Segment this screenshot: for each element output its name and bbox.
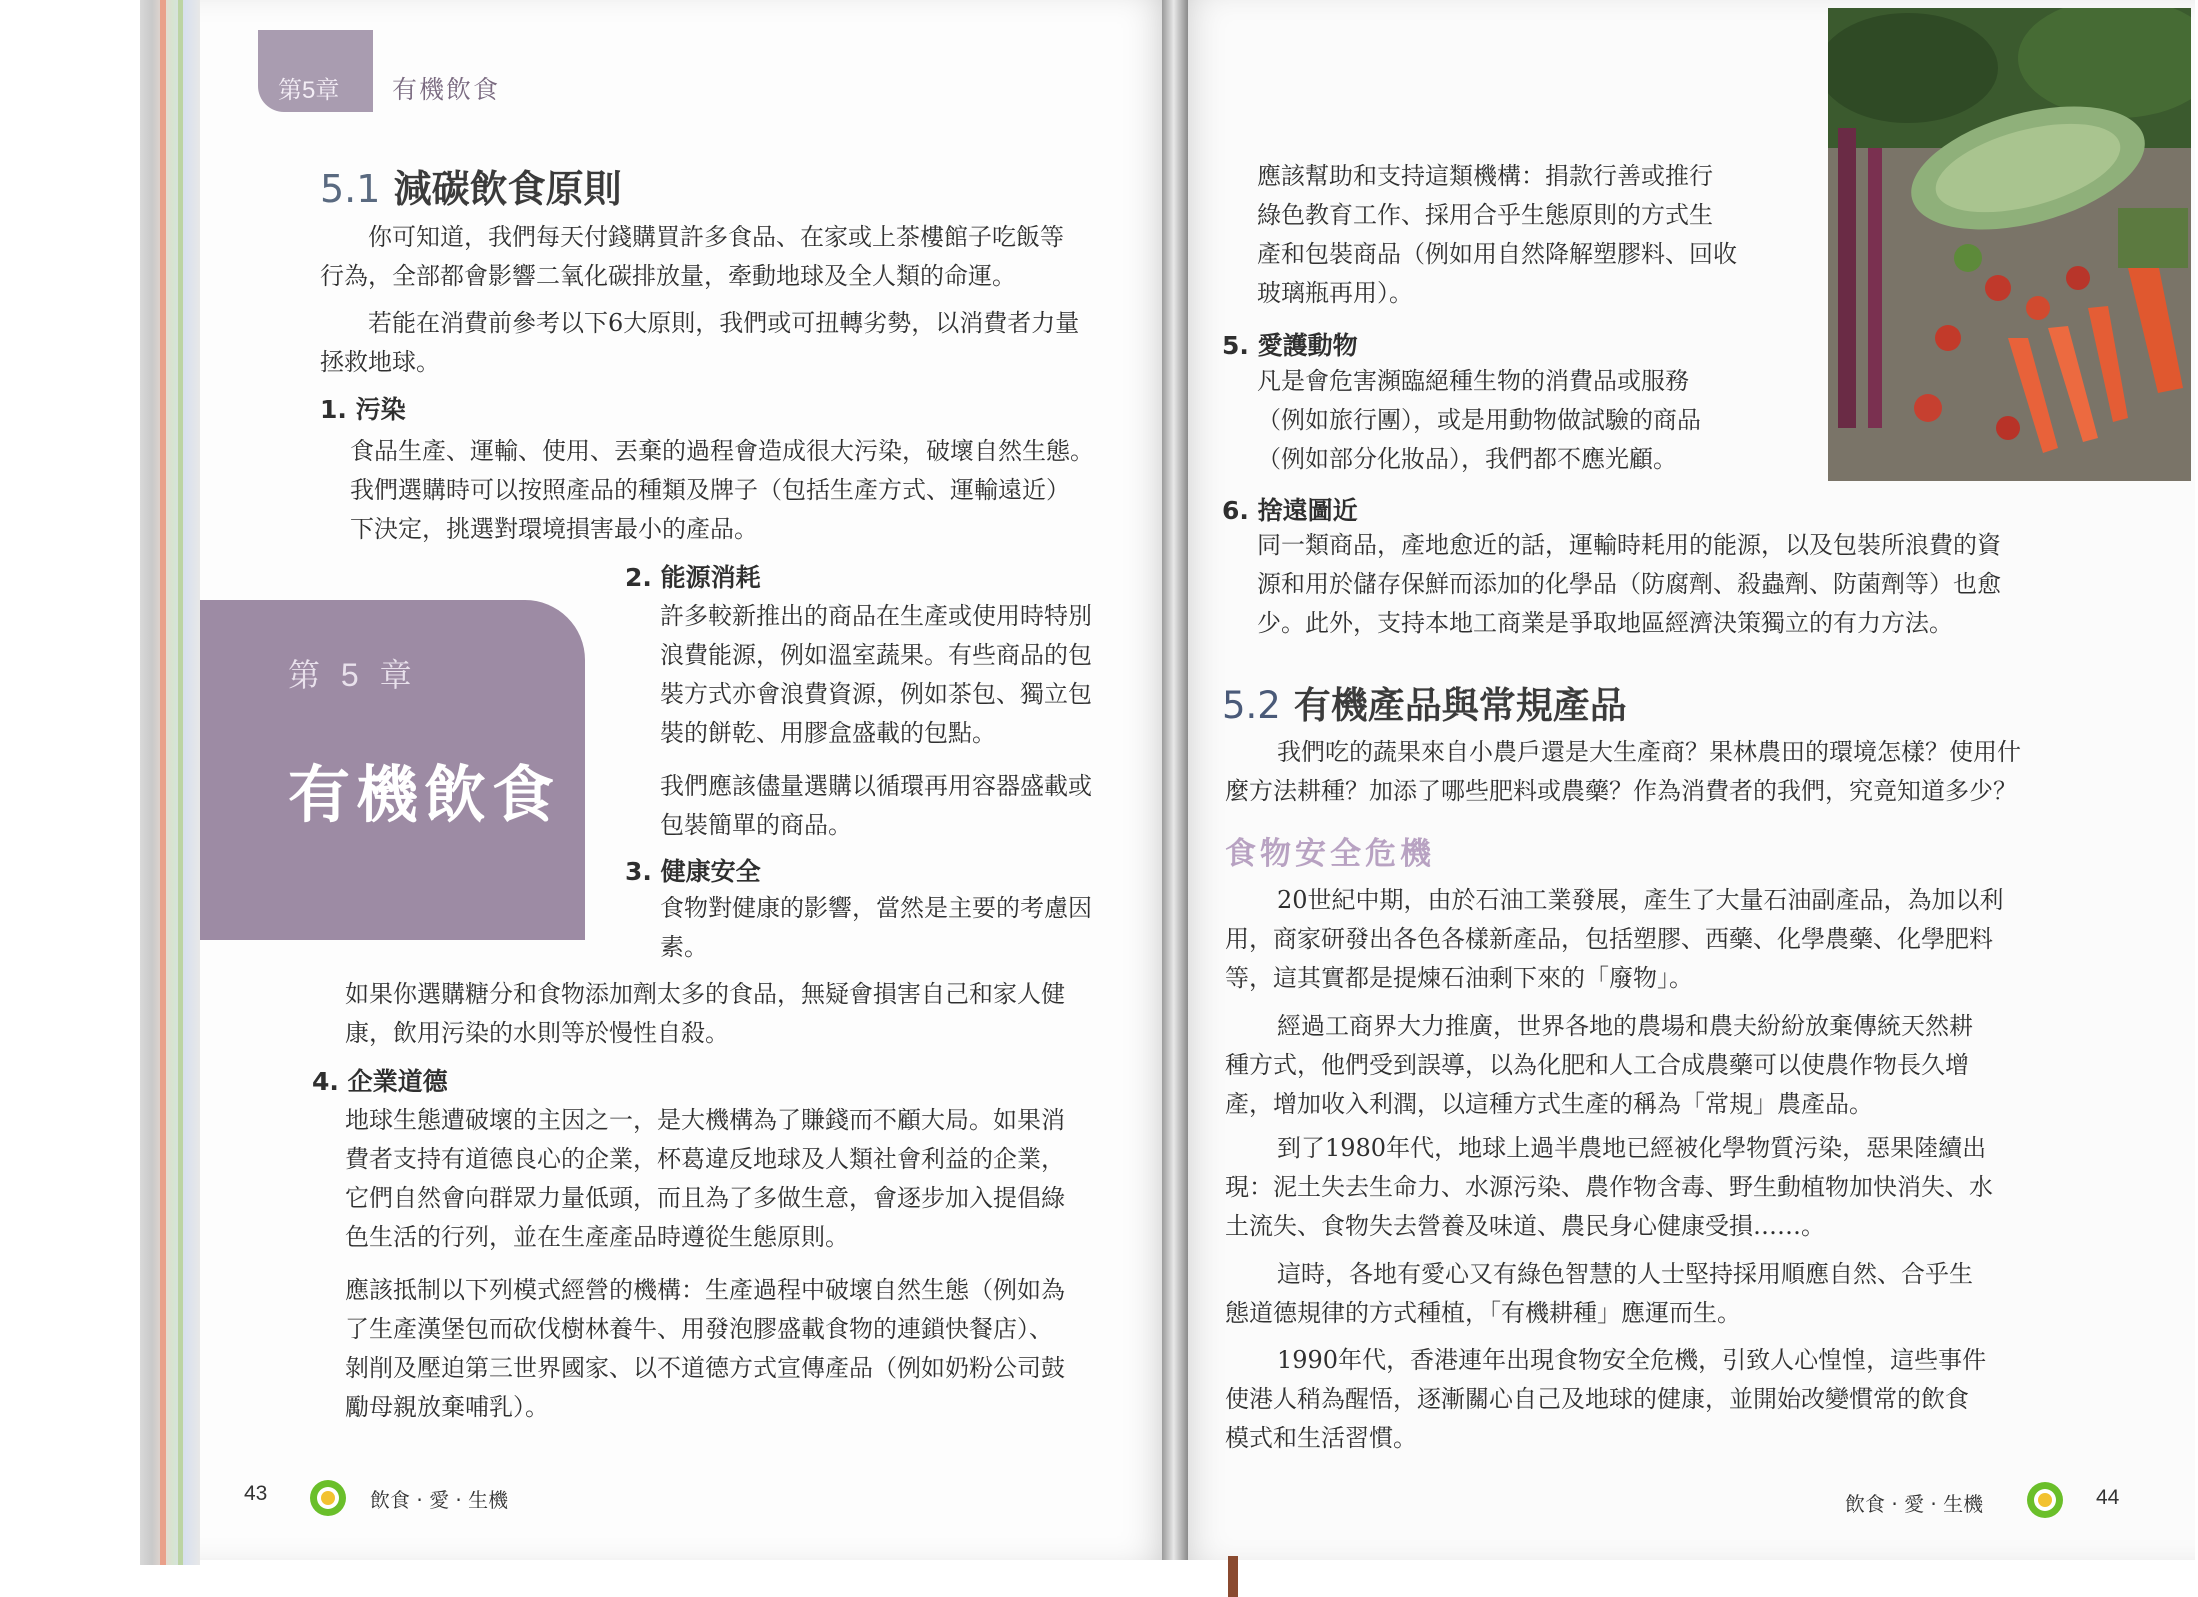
text-line: 行為，全部都會影響二氧化碳排放量，牽動地球及全人類的命運。	[320, 262, 1016, 290]
item-3-body	[660, 889, 1170, 967]
text-line: 少。此外，支持本地工商業是爭取地區經濟決策獨立的有力方法。	[1257, 609, 1953, 637]
text-line: 勵母親放棄哺乳）。	[345, 1393, 549, 1421]
paragraph-3	[1225, 1129, 2155, 1246]
text-line: 許多較新推出的商品在生產或使用時特別	[660, 602, 1092, 630]
text-line: 種方式，他們受到誤導，以為化肥和人工合成農藥可以使農作物長久增	[1225, 1051, 1969, 1079]
paragraph-1	[1225, 881, 2155, 998]
text-line: 費者支持有道德良心的企業，杯葛違反地球及人類社會利益的企業，	[345, 1145, 1065, 1173]
text-line: 裝方式亦會浪費資源，例如茶包、獨立包	[660, 680, 1092, 708]
book-edge-left	[140, 0, 200, 1565]
text-line: 現：泥土失去生命力、水源污染、農作物含毒、野生動植物加快消失、水	[1225, 1173, 1993, 1201]
flower-logo-icon	[2025, 1480, 2065, 1520]
text-line: 地球生態遭破壞的主因之一，是大機構為了賺錢而不顧大局。如果消	[345, 1106, 1065, 1134]
book-edge-accent-2	[178, 0, 183, 1565]
text-line: 應該抵制以下列模式經營的機構：生產過程中破壞自然生態（例如為	[345, 1276, 1065, 1304]
item-3-heading: 3. 健康安全	[625, 857, 761, 886]
paragraph-2	[1225, 1007, 2155, 1124]
section-number: 5.2	[1222, 684, 1281, 727]
text-line: 我們選購時可以按照產品的種類及牌子（包括生產方式、運輸遠近）	[350, 476, 1070, 504]
text-line: 模式和生活習慣。	[1225, 1424, 1417, 1452]
text-line: 剝削及壓迫第三世界國家、以不道德方式宣傳產品（例如奶粉公司鼓	[345, 1354, 1065, 1382]
bookmark-ribbon	[1228, 1556, 1238, 1597]
flower-logo-icon	[308, 1478, 348, 1518]
text-line: （例如部分化妝品），我們都不應光顧。	[1257, 445, 1677, 473]
item-4-heading: 4. 企業道德	[312, 1067, 448, 1096]
text-line: 食物對健康的影響，當然是主要的考慮因	[660, 894, 1092, 922]
item-2-body	[660, 597, 1170, 845]
text-line: 源和用於儲存保鮮而添加的化學品（防腐劑、殺蟲劑、防菌劑等）也愈	[1257, 570, 2001, 598]
page-number-right: 44	[2096, 1486, 2120, 1509]
footer-brand-right: 飲食 · 愛 · 生機	[1845, 1492, 1984, 1516]
text-line: 素。	[660, 933, 708, 961]
item-2-heading: 2. 能源消耗	[625, 563, 761, 592]
text-line: 這時，各地有愛心又有綠色智慧的人士堅持採用順應自然、合乎生	[1277, 1260, 1973, 1288]
item-1-heading: 1. 污染	[320, 395, 406, 424]
text-line: 土流失、食物失去營養及味道、農民身心健康受損……。	[1225, 1212, 1825, 1240]
section-5-1-heading	[320, 158, 622, 213]
text-line: 等，這其實都是提煉石油剩下來的「廢物」。	[1225, 964, 1693, 992]
vegetables-image	[1828, 8, 2191, 481]
continued-paragraph	[1257, 157, 1817, 313]
text-line: 到了1980年代，地球上過半農地已經被化學物質污染，惡果陸續出	[1277, 1134, 1987, 1162]
section-title: 有機產品與常規產品	[1293, 684, 1627, 727]
text-line: 應該幫助和支持這類機構：捐款行善或推行	[1257, 162, 1713, 190]
text-line: 若能在消費前參考以下6大原則，我們或可扭轉劣勢，以消費者力量	[368, 309, 1080, 337]
running-header-title: 有機飲食	[392, 76, 501, 104]
item-1-body	[350, 432, 1170, 549]
text-line: 用，商家研發出各色各樣新產品，包括塑膠、西藥、化學農藥、化學肥料	[1225, 925, 1993, 953]
chapter-tag: 第5章	[278, 77, 340, 104]
text-line: 同一類商品，產地愈近的話，運輸時耗用的能源，以及包裝所浪費的資	[1257, 531, 2001, 559]
text-line: 如果你選購糖分和食物添加劑太多的食品，無疑會損害自己和家人健	[345, 980, 1065, 1008]
text-line: 色生活的行列，並在生產產品時遵從生態原則。	[345, 1223, 849, 1251]
text-line: 凡是會危害瀕臨絕種生物的消費品或服務	[1257, 367, 1689, 395]
text-line: 麼方法耕種？加添了哪些肥料或農藥？作為消費者的我們，究竟知道多少？	[1225, 777, 2017, 805]
food-safety-subheading: 食物安全危機	[1225, 836, 1435, 872]
text-line: 了生產漢堡包而砍伐樹林養牛、用發泡膠盛載食物的連鎖快餐店）、	[345, 1315, 1053, 1343]
text-line: 玻璃瓶再用）。	[1257, 279, 1413, 307]
item-6-heading: 6. 捨遠圖近	[1222, 496, 1358, 525]
text-line: 我們吃的蔬果來自小農戶還是大生產商？果林農田的環境怎樣？使用什	[1277, 738, 2021, 766]
intro-paragraph	[320, 218, 1170, 382]
paragraph-5	[1225, 1341, 2155, 1458]
chapter-box-title: 有機飲食	[288, 758, 561, 831]
page-number-left: 43	[244, 1482, 268, 1505]
text-line: 拯救地球。	[320, 348, 440, 376]
text-line: 康，飲用污染的水則等於慢性自殺。	[345, 1019, 729, 1047]
text-line: 20世紀中期，由於石油工業發展，產生了大量石油副產品，為加以利	[1277, 886, 2004, 914]
item-5-heading: 5. 愛護動物	[1222, 331, 1358, 360]
item-4-body	[345, 1101, 1170, 1427]
paragraph-4	[1225, 1255, 2155, 1333]
text-line: （例如旅行團），或是用動物做試驗的商品	[1257, 406, 1701, 434]
text-line: 態道德規律的方式種植，「有機耕種」應運而生。	[1225, 1299, 1741, 1327]
text-line: 它們自然會向群眾力量低頭，而且為了多做生意，會逐步加入提倡綠	[345, 1184, 1065, 1212]
section-5-2-heading	[1222, 675, 1627, 729]
text-line: 你可知道，我們每天付錢購買許多食品、在家或上茶樓館子吃飯等	[368, 223, 1064, 251]
text-line: 使港人稍為醒悟，逐漸關心自己及地球的健康，並開始改變慣常的飲食	[1225, 1385, 1969, 1413]
chapter-box-label: 第 5 章	[288, 657, 418, 693]
text-line: 包裝簡單的商品。	[660, 811, 852, 839]
text-line: 綠色教育工作、採用合乎生態原則的方式生	[1257, 201, 1713, 229]
text-line: 產和包裝商品（例如用自然降解塑膠料、回收	[1257, 240, 1737, 268]
text-line: 我們應該儘量選購以循環再用容器盛載或	[660, 772, 1092, 800]
section-number: 5.1	[320, 167, 381, 211]
section-title: 減碳飲食原則	[393, 167, 622, 211]
footer-brand-left: 飲食 · 愛 · 生機	[370, 1488, 509, 1512]
text-line: 浪費能源，例如溫室蔬果。有些商品的包	[660, 641, 1092, 669]
text-line: 產，增加收入利潤，以這種方式生產的稱為「常規」農產品。	[1225, 1090, 1873, 1118]
text-line: 下決定，挑選對環境損害最小的產品。	[350, 515, 758, 543]
item-3-body-2	[345, 975, 1170, 1053]
text-line: 食品生產、運輸、使用、丟棄的過程會造成很大污染，破壞自然生態。	[350, 437, 1094, 465]
book-edge-accent	[160, 0, 166, 1565]
text-line: 1990年代，香港連年出現食物安全危機，引致人心惶惶，這些事件	[1277, 1346, 1987, 1374]
text-line: 經過工商界大力推廣，世界各地的農場和農夫紛紛放棄傳統天然耕	[1277, 1012, 1973, 1040]
vegetables-photo	[1828, 8, 2191, 481]
item-6-body	[1257, 526, 2157, 643]
text-line: 裝的餅乾、用膠盒盛載的包點。	[660, 719, 996, 747]
item-5-body	[1257, 362, 1817, 479]
section-5-2-intro	[1225, 733, 2155, 811]
